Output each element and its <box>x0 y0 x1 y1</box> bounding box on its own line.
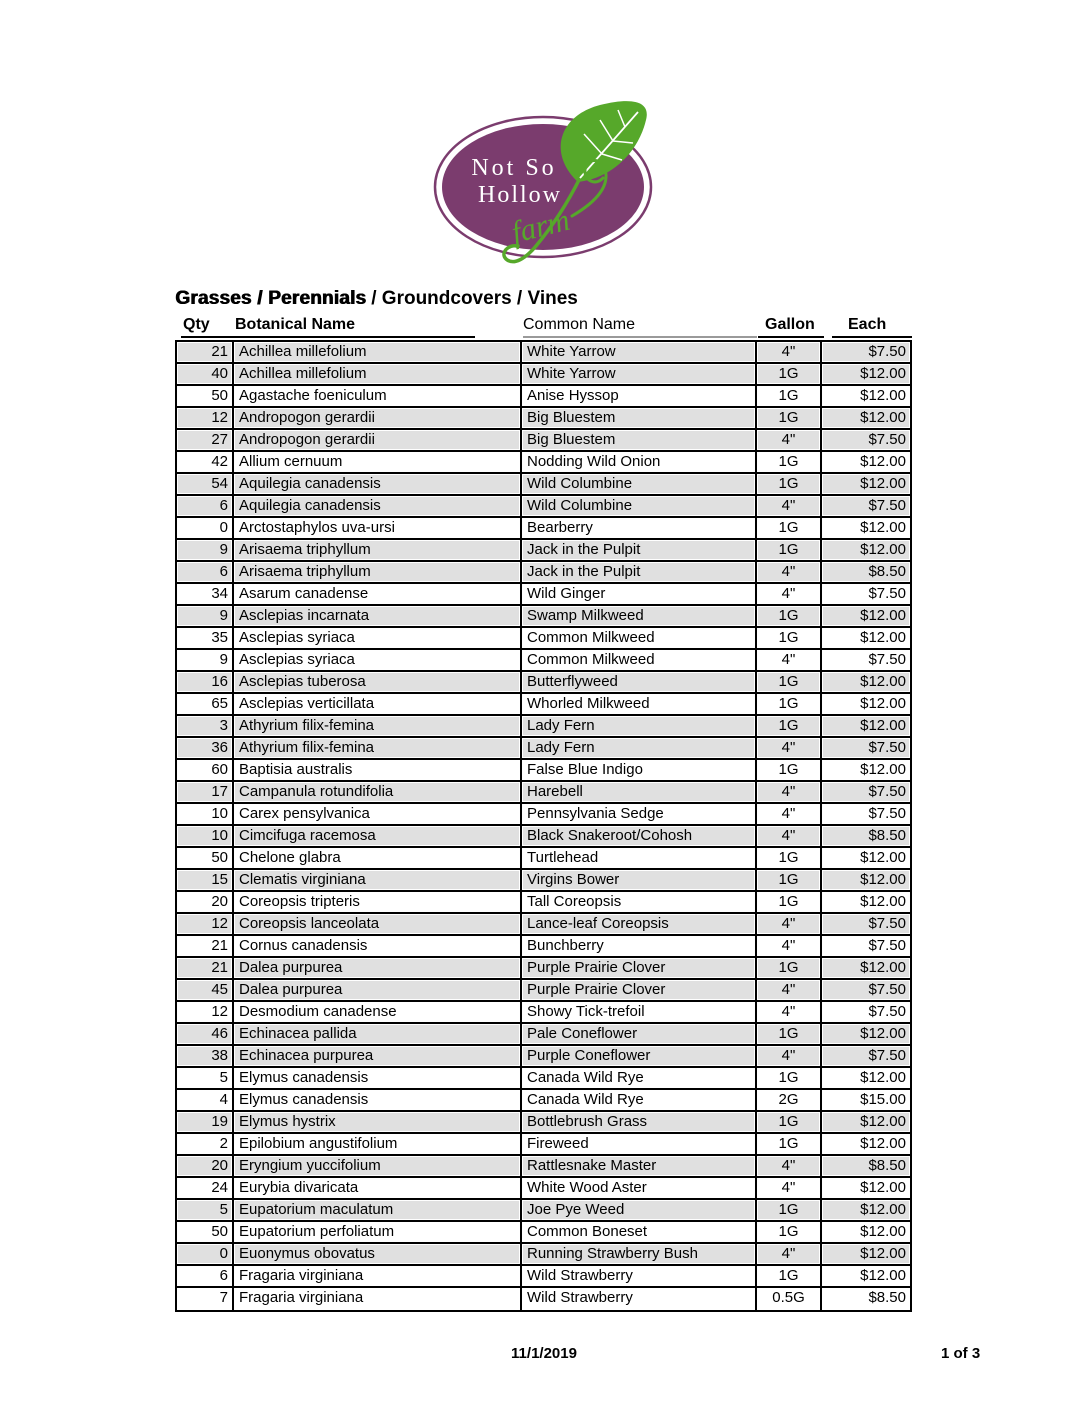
each-price-cell: $12.00 <box>822 1200 910 1220</box>
qty-cell: 27 <box>177 430 234 450</box>
botanical-name-cell: Eurybia divaricata <box>234 1178 522 1198</box>
header-botanical-name: Botanical Name <box>235 316 356 333</box>
table-row <box>177 1288 910 1310</box>
table-row <box>177 518 910 540</box>
each-price-cell: $12.00 <box>822 1024 910 1044</box>
each-price-cell: $12.00 <box>822 628 910 648</box>
gallon-size-cell: 4" <box>757 342 822 362</box>
each-price-cell: $7.50 <box>822 496 910 516</box>
table-row <box>177 408 910 430</box>
gallon-size-cell: 4" <box>757 738 822 758</box>
table-row <box>177 452 910 474</box>
table-row <box>177 1266 910 1288</box>
table-row <box>177 914 910 936</box>
common-name-cell: Wild Ginger <box>522 584 757 604</box>
qty-cell: 5 <box>177 1068 234 1088</box>
botanical-name-cell: Coreopsis tripteris <box>234 892 522 912</box>
qty-cell: 38 <box>177 1046 234 1066</box>
table-row <box>177 430 910 452</box>
qty-cell: 21 <box>177 342 234 362</box>
common-name-cell: White Yarrow <box>522 342 757 362</box>
each-price-cell: $7.50 <box>822 1002 910 1022</box>
table-row <box>177 1046 910 1068</box>
botanical-name-cell: Athyrium filix-femina <box>234 716 522 736</box>
page-title <box>175 288 578 310</box>
header-underline <box>181 336 475 338</box>
each-price-cell: $12.00 <box>822 364 910 384</box>
gallon-size-cell: 1G <box>757 1200 822 1220</box>
gallon-size-cell: 4" <box>757 496 822 516</box>
qty-cell: 9 <box>177 606 234 626</box>
qty-cell: 6 <box>177 1266 234 1286</box>
common-name-cell: Butterflyweed <box>522 672 757 692</box>
common-name-cell: Canada Wild Rye <box>522 1068 757 1088</box>
botanical-name-cell: Echinacea purpurea <box>234 1046 522 1066</box>
plant-price-table <box>175 340 912 1312</box>
qty-cell: 21 <box>177 958 234 978</box>
each-price-cell: $12.00 <box>822 1266 910 1286</box>
each-price-cell: $7.50 <box>822 1046 910 1066</box>
common-name-cell: Virgins Bower <box>522 870 757 890</box>
each-price-cell: $12.00 <box>822 386 910 406</box>
gallon-size-cell: 1G <box>757 1266 822 1286</box>
botanical-name-cell: Andropogon gerardii <box>234 430 522 450</box>
table-row <box>177 672 910 694</box>
gallon-size-cell: 4" <box>757 914 822 934</box>
qty-cell: 20 <box>177 1156 234 1176</box>
qty-cell: 24 <box>177 1178 234 1198</box>
table-row <box>177 958 910 980</box>
botanical-name-cell: Campanula rotundifolia <box>234 782 522 802</box>
qty-cell: 2 <box>177 1134 234 1154</box>
gallon-size-cell: 4" <box>757 826 822 846</box>
qty-cell: 12 <box>177 914 234 934</box>
common-name-cell: Whorled Milkweed <box>522 694 757 714</box>
gallon-size-cell: 1G <box>757 1222 822 1242</box>
qty-cell: 35 <box>177 628 234 648</box>
gallon-size-cell: 1G <box>757 870 822 890</box>
qty-cell: 36 <box>177 738 234 758</box>
table-row <box>177 848 910 870</box>
botanical-name-cell: Arisaema triphyllum <box>234 562 522 582</box>
table-row <box>177 1024 910 1046</box>
botanical-name-cell: Elymus hystrix <box>234 1112 522 1132</box>
table-row <box>177 386 910 408</box>
common-name-cell: False Blue Indigo <box>522 760 757 780</box>
table-header <box>175 315 912 340</box>
table-row <box>177 870 910 892</box>
each-price-cell: $12.00 <box>822 540 910 560</box>
table-row <box>177 584 910 606</box>
each-price-cell: $7.50 <box>822 804 910 824</box>
each-price-cell: $12.00 <box>822 892 910 912</box>
footer-page-number: 1 of 3 <box>941 1345 981 1362</box>
header-underline <box>758 336 824 338</box>
common-name-cell: White Wood Aster <box>522 1178 757 1198</box>
table-row <box>177 760 910 782</box>
common-name-cell: Fireweed <box>522 1134 757 1154</box>
gallon-size-cell: 1G <box>757 958 822 978</box>
common-name-cell: Wild Columbine <box>522 496 757 516</box>
botanical-name-cell: Arisaema triphyllum <box>234 540 522 560</box>
table-row <box>177 936 910 958</box>
botanical-name-cell: Arctostaphylos uva-ursi <box>234 518 522 538</box>
botanical-name-cell: Aquilegia canadensis <box>234 496 522 516</box>
each-price-cell: $12.00 <box>822 760 910 780</box>
table-row <box>177 342 910 364</box>
gallon-size-cell: 4" <box>757 1046 822 1066</box>
botanical-name-cell: Athyrium filix-femina <box>234 738 522 758</box>
each-price-cell: $12.00 <box>822 474 910 494</box>
each-price-cell: $7.50 <box>822 342 910 362</box>
gallon-size-cell: 4" <box>757 1178 822 1198</box>
each-price-cell: $7.50 <box>822 650 910 670</box>
table-row <box>177 1156 910 1178</box>
botanical-name-cell: Eupatorium maculatum <box>234 1200 522 1220</box>
table-row <box>177 826 910 848</box>
botanical-name-cell: Euonymus obovatus <box>234 1244 522 1264</box>
gallon-size-cell: 4" <box>757 650 822 670</box>
gallon-size-cell: 0.5G <box>757 1288 822 1310</box>
qty-cell: 17 <box>177 782 234 802</box>
qty-cell: 3 <box>177 716 234 736</box>
qty-cell: 50 <box>177 1222 234 1242</box>
qty-cell: 50 <box>177 386 234 406</box>
common-name-cell: Showy Tick-trefoil <box>522 1002 757 1022</box>
common-name-cell: Purple Coneflower <box>522 1046 757 1066</box>
gallon-size-cell: 1G <box>757 1024 822 1044</box>
qty-cell: 4 <box>177 1090 234 1110</box>
each-price-cell: $12.00 <box>822 672 910 692</box>
common-name-cell: Wild Strawberry <box>522 1288 757 1310</box>
botanical-name-cell: Asclepias syriaca <box>234 650 522 670</box>
common-name-cell: Bearberry <box>522 518 757 538</box>
qty-cell: 16 <box>177 672 234 692</box>
common-name-cell: Anise Hyssop <box>522 386 757 406</box>
gallon-size-cell: 1G <box>757 364 822 384</box>
each-price-cell: $8.50 <box>822 1156 910 1176</box>
each-price-cell: $7.50 <box>822 584 910 604</box>
common-name-cell: Rattlesnake Master <box>522 1156 757 1176</box>
each-price-cell: $12.00 <box>822 452 910 472</box>
each-price-cell: $12.00 <box>822 694 910 714</box>
common-name-cell: Lance-leaf Coreopsis <box>522 914 757 934</box>
table-row <box>177 980 910 1002</box>
qty-cell: 60 <box>177 760 234 780</box>
table-row <box>177 628 910 650</box>
gallon-size-cell: 4" <box>757 980 822 1000</box>
botanical-name-cell: Asclepias incarnata <box>234 606 522 626</box>
table-row <box>177 650 910 672</box>
common-name-cell: Lady Fern <box>522 738 757 758</box>
botanical-name-cell: Epilobium angustifolium <box>234 1134 522 1154</box>
gallon-size-cell: 1G <box>757 716 822 736</box>
common-name-cell: Joe Pye Weed <box>522 1200 757 1220</box>
each-price-cell: $8.50 <box>822 1288 910 1310</box>
common-name-cell: Turtlehead <box>522 848 757 868</box>
gallon-size-cell: 1G <box>757 386 822 406</box>
botanical-name-cell: Dalea purpurea <box>234 958 522 978</box>
table-row <box>177 716 910 738</box>
botanical-name-cell: Cornus canadensis <box>234 936 522 956</box>
common-name-cell: Common Milkweed <box>522 650 757 670</box>
header-qty: Qty <box>183 316 210 333</box>
gallon-size-cell: 4" <box>757 1244 822 1264</box>
gallon-size-cell: 1G <box>757 540 822 560</box>
gallon-size-cell: 4" <box>757 782 822 802</box>
botanical-name-cell: Aquilegia canadensis <box>234 474 522 494</box>
qty-cell: 20 <box>177 892 234 912</box>
each-price-cell: $7.50 <box>822 936 910 956</box>
each-price-cell: $12.00 <box>822 870 910 890</box>
qty-cell: 42 <box>177 452 234 472</box>
common-name-cell: Purple Prairie Clover <box>522 980 757 1000</box>
table-row <box>177 606 910 628</box>
botanical-name-cell: Elymus canadensis <box>234 1068 522 1088</box>
qty-cell: 6 <box>177 562 234 582</box>
gallon-size-cell: 4" <box>757 936 822 956</box>
table-row <box>177 364 910 386</box>
gallon-size-cell: 4" <box>757 430 822 450</box>
botanical-name-cell: Eryngium yuccifolium <box>234 1156 522 1176</box>
common-name-cell: Purple Prairie Clover <box>522 958 757 978</box>
qty-cell: 50 <box>177 848 234 868</box>
common-name-cell: Common Boneset <box>522 1222 757 1242</box>
common-name-cell: Jack in the Pulpit <box>522 562 757 582</box>
common-name-cell: Tall Coreopsis <box>522 892 757 912</box>
farm-logo <box>430 96 656 268</box>
header-gallon: Gallon <box>765 316 815 333</box>
table-row <box>177 1244 910 1266</box>
table-row <box>177 782 910 804</box>
botanical-name-cell: Baptisia australis <box>234 760 522 780</box>
botanical-name-cell: Elymus canadensis <box>234 1090 522 1110</box>
common-name-cell: Bunchberry <box>522 936 757 956</box>
footer-date: 11/1/2019 <box>511 1345 577 1362</box>
botanical-name-cell: Desmodium canadense <box>234 1002 522 1022</box>
gallon-size-cell: 1G <box>757 672 822 692</box>
botanical-name-cell: Achillea millefolium <box>234 342 522 362</box>
qty-cell: 0 <box>177 1244 234 1264</box>
each-price-cell: $12.00 <box>822 518 910 538</box>
qty-cell: 12 <box>177 408 234 428</box>
gallon-size-cell: 1G <box>757 452 822 472</box>
page-title-rest: / Groundcovers / Vines <box>365 288 578 309</box>
gallon-size-cell: 4" <box>757 562 822 582</box>
table-row <box>177 562 910 584</box>
qty-cell: 10 <box>177 804 234 824</box>
botanical-name-cell: Clematis virginiana <box>234 870 522 890</box>
table-row <box>177 1200 910 1222</box>
common-name-cell: Wild Columbine <box>522 474 757 494</box>
each-price-cell: $8.50 <box>822 562 910 582</box>
table-row <box>177 804 910 826</box>
qty-cell: 40 <box>177 364 234 384</box>
header-common-name: Common Name <box>523 316 636 333</box>
qty-cell: 65 <box>177 694 234 714</box>
common-name-cell: Pale Coneflower <box>522 1024 757 1044</box>
header-underline <box>523 336 757 338</box>
botanical-name-cell: Asarum canadense <box>234 584 522 604</box>
common-name-cell: Big Bluestem <box>522 408 757 428</box>
each-price-cell: $8.50 <box>822 826 910 846</box>
common-name-cell: Harebell <box>522 782 757 802</box>
botanical-name-cell: Asclepias verticillata <box>234 694 522 714</box>
each-price-cell: $12.00 <box>822 1178 910 1198</box>
each-price-cell: $12.00 <box>822 1222 910 1242</box>
botanical-name-cell: Echinacea pallida <box>234 1024 522 1044</box>
not-so-hollow-farm-logo-icon <box>430 96 656 268</box>
table-row <box>177 474 910 496</box>
gallon-size-cell: 1G <box>757 408 822 428</box>
qty-cell: 12 <box>177 1002 234 1022</box>
each-price-cell: $7.50 <box>822 914 910 934</box>
gallon-size-cell: 1G <box>757 518 822 538</box>
qty-cell: 9 <box>177 650 234 670</box>
table-row <box>177 1068 910 1090</box>
qty-cell: 45 <box>177 980 234 1000</box>
each-price-cell: $7.50 <box>822 430 910 450</box>
botanical-name-cell: Agastache foeniculum <box>234 386 522 406</box>
botanical-name-cell: Dalea purpurea <box>234 980 522 1000</box>
common-name-cell: Pennsylvania Sedge <box>522 804 757 824</box>
each-price-cell: $7.50 <box>822 738 910 758</box>
table-row <box>177 738 910 760</box>
table-row <box>177 1090 910 1112</box>
botanical-name-cell: Fragaria virginiana <box>234 1266 522 1286</box>
botanical-name-cell: Asclepias tuberosa <box>234 672 522 692</box>
botanical-name-cell: Fragaria virginiana <box>234 1288 522 1310</box>
botanical-name-cell: Chelone glabra <box>234 848 522 868</box>
logo-text-line1: Not So <box>471 155 557 181</box>
common-name-cell: Bottlebrush Grass <box>522 1112 757 1132</box>
common-name-cell: Jack in the Pulpit <box>522 540 757 560</box>
qty-cell: 9 <box>177 540 234 560</box>
gallon-size-cell: 2G <box>757 1090 822 1110</box>
common-name-cell: Nodding Wild Onion <box>522 452 757 472</box>
each-price-cell: $12.00 <box>822 408 910 428</box>
each-price-cell: $12.00 <box>822 716 910 736</box>
qty-cell: 21 <box>177 936 234 956</box>
each-price-cell: $12.00 <box>822 1244 910 1264</box>
each-price-cell: $7.50 <box>822 782 910 802</box>
common-name-cell: Wild Strawberry <box>522 1266 757 1286</box>
common-name-cell: Black Snakeroot/Cohosh <box>522 826 757 846</box>
each-price-cell: $12.00 <box>822 606 910 626</box>
table-row <box>177 1002 910 1024</box>
header-underline <box>832 336 912 338</box>
gallon-size-cell: 1G <box>757 474 822 494</box>
table-row <box>177 1134 910 1156</box>
gallon-size-cell: 4" <box>757 1002 822 1022</box>
table-row <box>177 892 910 914</box>
gallon-size-cell: 1G <box>757 1134 822 1154</box>
gallon-size-cell: 4" <box>757 584 822 604</box>
common-name-cell: Running Strawberry Bush <box>522 1244 757 1264</box>
gallon-size-cell: 1G <box>757 606 822 626</box>
botanical-name-cell: Allium cernuum <box>234 452 522 472</box>
table-row <box>177 1112 910 1134</box>
qty-cell: 7 <box>177 1288 234 1310</box>
gallon-size-cell: 1G <box>757 892 822 912</box>
common-name-cell: Lady Fern <box>522 716 757 736</box>
gallon-size-cell: 1G <box>757 1068 822 1088</box>
botanical-name-cell: Cimcifuga racemosa <box>234 826 522 846</box>
common-name-cell: Big Bluestem <box>522 430 757 450</box>
qty-cell: 10 <box>177 826 234 846</box>
qty-cell: 0 <box>177 518 234 538</box>
page-title-emphasis: Grasses / Perennials <box>175 288 366 309</box>
gallon-size-cell: 1G <box>757 848 822 868</box>
common-name-cell: White Yarrow <box>522 364 757 384</box>
common-name-cell: Common Milkweed <box>522 628 757 648</box>
header-each: Each <box>848 316 887 333</box>
botanical-name-cell: Coreopsis lanceolata <box>234 914 522 934</box>
each-price-cell: $12.00 <box>822 1112 910 1132</box>
qty-cell: 46 <box>177 1024 234 1044</box>
each-price-cell: $12.00 <box>822 1068 910 1088</box>
each-price-cell: $12.00 <box>822 958 910 978</box>
table-row <box>177 1222 910 1244</box>
common-name-cell: Canada Wild Rye <box>522 1090 757 1110</box>
gallon-size-cell: 1G <box>757 694 822 714</box>
botanical-name-cell: Asclepias syriaca <box>234 628 522 648</box>
qty-cell: 15 <box>177 870 234 890</box>
qty-cell: 34 <box>177 584 234 604</box>
qty-cell: 19 <box>177 1112 234 1132</box>
gallon-size-cell: 4" <box>757 1156 822 1176</box>
botanical-name-cell: Carex pensylvanica <box>234 804 522 824</box>
qty-cell: 5 <box>177 1200 234 1220</box>
each-price-cell: $12.00 <box>822 848 910 868</box>
gallon-size-cell: 1G <box>757 1112 822 1132</box>
common-name-cell: Swamp Milkweed <box>522 606 757 626</box>
botanical-name-cell: Achillea millefolium <box>234 364 522 384</box>
qty-cell: 54 <box>177 474 234 494</box>
each-price-cell: $15.00 <box>822 1090 910 1110</box>
table-row <box>177 496 910 518</box>
each-price-cell: $12.00 <box>822 1134 910 1154</box>
qty-cell: 6 <box>177 496 234 516</box>
table-row <box>177 540 910 562</box>
logo-text-line2: Hollow <box>478 182 562 208</box>
gallon-size-cell: 1G <box>757 760 822 780</box>
botanical-name-cell: Andropogon gerardii <box>234 408 522 428</box>
gallon-size-cell: 1G <box>757 628 822 648</box>
logo-script-word: farm <box>507 201 574 250</box>
table-row <box>177 1178 910 1200</box>
gallon-size-cell: 4" <box>757 804 822 824</box>
botanical-name-cell: Eupatorium perfoliatum <box>234 1222 522 1242</box>
each-price-cell: $7.50 <box>822 980 910 1000</box>
table-row <box>177 694 910 716</box>
